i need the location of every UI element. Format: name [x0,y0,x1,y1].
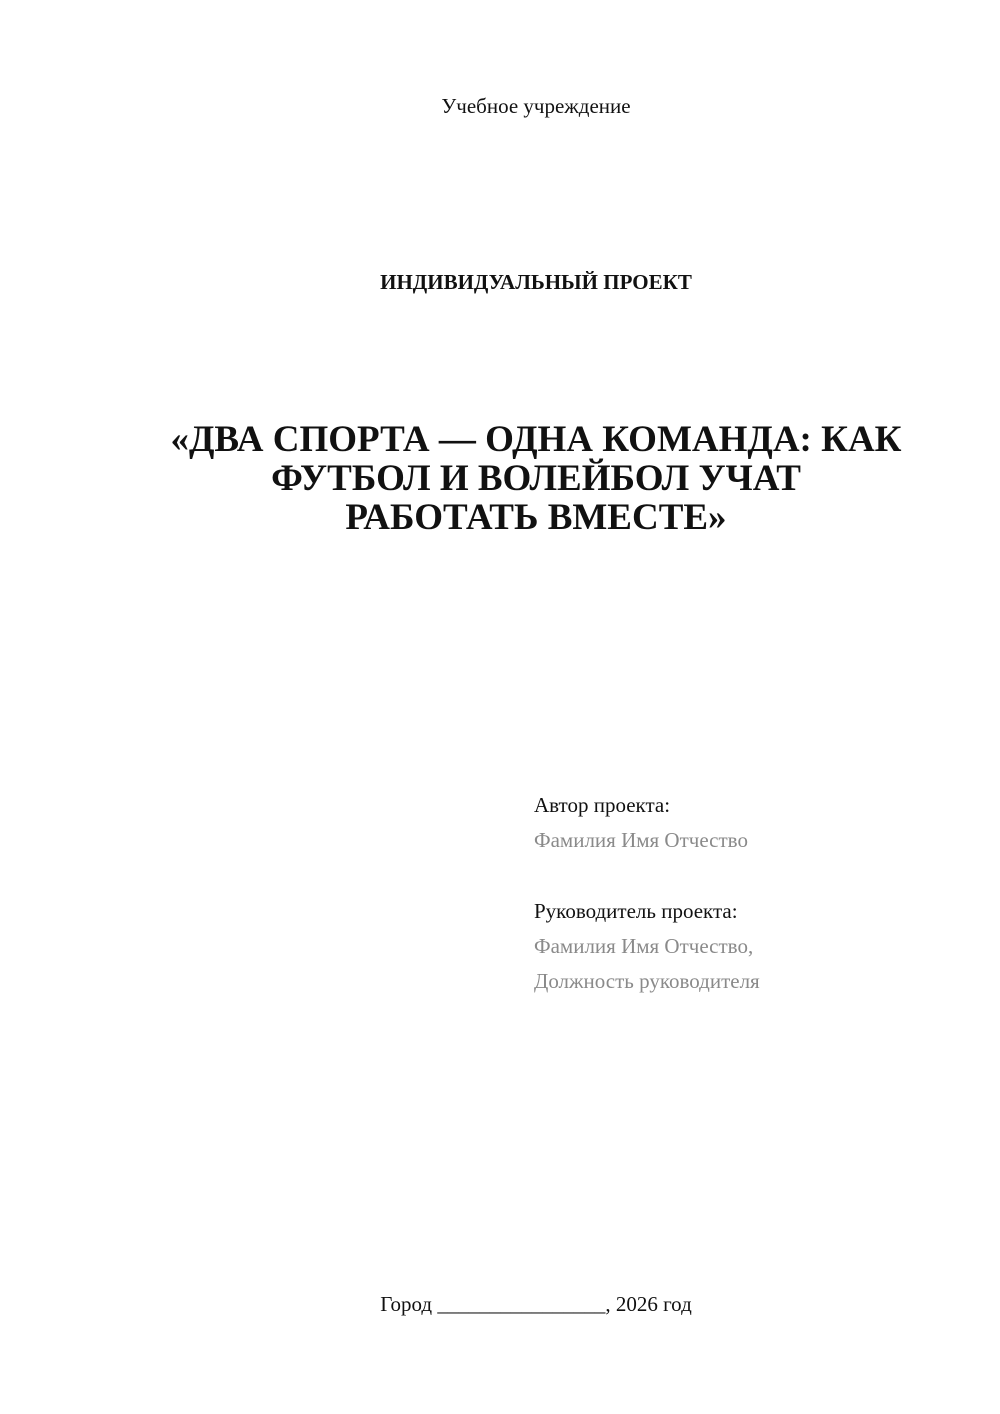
project-title-line: «ДВА СПОРТА — ОДНА КОМАНДА: КАК [170,419,902,460]
city-year-line: Город ________________, 2026 год [380,1292,692,1316]
project-type-heading: ИНДИВИДУАЛЬНЫЙ ПРОЕКТ [380,270,692,294]
people-block [534,788,974,999]
spacer [534,858,974,894]
supervisor-position-placeholder: Должность руководителя [534,969,760,993]
author-name-placeholder: Фамилия Имя Отчество [534,828,748,852]
supervisor-label: Руководитель проекта: [534,899,738,923]
institution-name: Учебное учреждение [441,94,631,118]
project-title-line: ФУТБОЛ И ВОЛЕЙБОЛ УЧАТ [271,458,801,499]
project-title [150,420,922,537]
project-title-line: РАБОТАТЬ ВМЕСТЕ» [345,497,727,538]
author-label: Автор проекта: [534,793,671,817]
supervisor-name-placeholder: Фамилия Имя Отчество, [534,934,754,958]
